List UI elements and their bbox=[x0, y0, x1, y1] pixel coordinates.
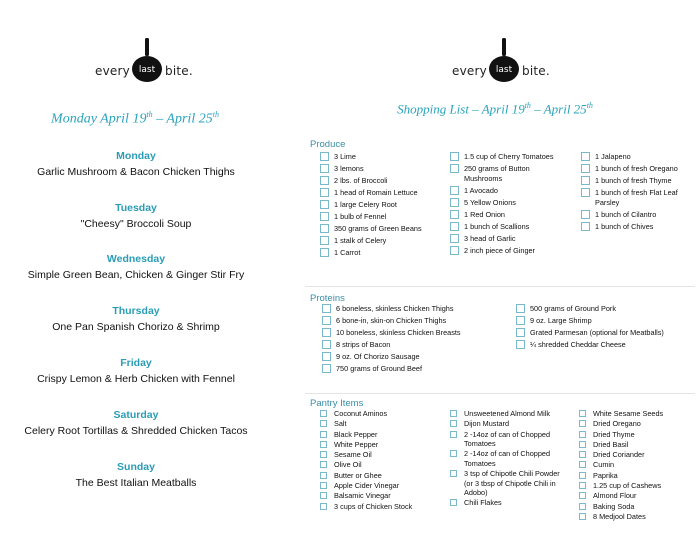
checkbox[interactable] bbox=[579, 503, 586, 510]
checkbox[interactable] bbox=[320, 188, 329, 197]
item-label: 1 Avocado bbox=[464, 185, 498, 195]
item-label: Dijon Mustard bbox=[464, 419, 510, 429]
day-name: Wednesday bbox=[106, 253, 166, 265]
item-label: 2 lbs. of Broccoli bbox=[334, 176, 388, 185]
item-label: 1 bunch of Scallions bbox=[464, 221, 530, 231]
checklist-item bbox=[320, 450, 438, 460]
checkbox[interactable] bbox=[320, 176, 329, 185]
checkbox[interactable] bbox=[320, 200, 329, 209]
item-label: 6 boneless, skinless Chicken Thighs bbox=[336, 304, 454, 313]
day-friday bbox=[0, 357, 272, 385]
week-title: Monday April 19th – April 25th bbox=[51, 110, 219, 127]
checkbox[interactable] bbox=[581, 210, 590, 219]
item-label: 1.25 cup of Cashews bbox=[593, 481, 662, 491]
checklist-item bbox=[579, 502, 695, 512]
checkbox[interactable] bbox=[320, 492, 327, 499]
checkbox[interactable] bbox=[322, 316, 331, 325]
item-label: Dried Thyme bbox=[593, 429, 635, 439]
checklist-item bbox=[322, 364, 507, 374]
checkbox[interactable] bbox=[579, 461, 586, 468]
produce-column-3 bbox=[581, 152, 695, 234]
checklist-item bbox=[450, 210, 562, 220]
day-tuesday bbox=[0, 202, 272, 230]
checkbox[interactable] bbox=[516, 304, 525, 313]
meal-name: Celery Root Tortillas & Shredded Chicken Tacos bbox=[24, 425, 248, 437]
item-label: 2 -14oz of can of Chopped Tomatoes bbox=[464, 429, 551, 449]
checkbox[interactable] bbox=[450, 234, 459, 243]
item-label: 1 large Celery Root bbox=[334, 200, 397, 209]
checklist-item bbox=[579, 512, 695, 522]
item-label: 1 head of Romain Lettuce bbox=[334, 188, 418, 197]
checklist-item bbox=[450, 409, 562, 419]
day-name: Thursday bbox=[112, 305, 160, 317]
item-label: Dried Oregano bbox=[593, 419, 641, 429]
checklist-item bbox=[450, 430, 562, 449]
checklist-item bbox=[579, 430, 695, 440]
checklist-item bbox=[322, 304, 507, 314]
checklist-item bbox=[320, 460, 438, 470]
item-label: 3 tsp of Chipotle Chili Powder (or 3 tbsp of Chipotle Chili in Adobo) bbox=[464, 469, 560, 498]
checkbox[interactable] bbox=[320, 472, 327, 479]
checklist-item bbox=[579, 440, 695, 450]
checklist-item bbox=[581, 188, 695, 207]
checklist-item bbox=[579, 419, 695, 429]
item-label: 1 Carrot bbox=[334, 248, 361, 257]
checklist-item bbox=[322, 316, 507, 326]
brand-word-every: every bbox=[452, 64, 487, 78]
brand-word-last: last bbox=[138, 65, 156, 75]
checkbox[interactable] bbox=[516, 328, 525, 337]
produce-heading: Produce bbox=[310, 139, 346, 150]
item-label: Black Pepper bbox=[334, 429, 378, 439]
checklist-item bbox=[450, 198, 562, 208]
checkbox[interactable] bbox=[320, 461, 327, 468]
checklist-item bbox=[322, 352, 507, 362]
checklist-item bbox=[581, 210, 695, 220]
checklist-item bbox=[320, 248, 438, 258]
checkbox[interactable] bbox=[450, 246, 459, 255]
checklist-item bbox=[450, 498, 562, 508]
section-divider bbox=[305, 286, 695, 287]
checkbox[interactable] bbox=[450, 222, 459, 231]
checkbox[interactable] bbox=[581, 152, 590, 161]
item-label: 1 bunch of fresh Oregano bbox=[595, 164, 678, 173]
checklist-item bbox=[581, 152, 695, 162]
item-label: Olive Oil bbox=[334, 460, 362, 470]
day-saturday bbox=[0, 409, 272, 437]
checklist-item bbox=[322, 328, 507, 338]
item-label: 3 Lime bbox=[334, 152, 356, 161]
checkbox[interactable] bbox=[320, 482, 327, 489]
checklist-item bbox=[320, 236, 438, 246]
checklist-item bbox=[320, 491, 438, 501]
checklist-item bbox=[516, 328, 696, 338]
day-name: Monday bbox=[116, 150, 156, 162]
day-monday bbox=[0, 150, 272, 178]
proteins-heading: Proteins bbox=[310, 293, 345, 304]
checkbox[interactable] bbox=[320, 451, 327, 458]
checkbox[interactable] bbox=[450, 431, 457, 438]
checkbox[interactable] bbox=[320, 410, 327, 417]
meal-name: One Pan Spanish Chorizo & Shrimp bbox=[52, 321, 220, 333]
brand-word-bite: bite. bbox=[165, 64, 193, 78]
checkbox[interactable] bbox=[322, 340, 331, 349]
checklist-item bbox=[320, 430, 438, 440]
checklist-item bbox=[579, 450, 695, 460]
checkbox[interactable] bbox=[450, 186, 459, 195]
item-label: 2 inch piece of Ginger bbox=[464, 245, 535, 255]
item-label: Dried Coriander bbox=[593, 450, 645, 460]
pantry-heading: Pantry Items bbox=[310, 398, 364, 409]
section-divider bbox=[305, 393, 695, 394]
checklist-item bbox=[320, 409, 438, 419]
item-label: Baking Soda bbox=[593, 501, 635, 511]
item-label: 3 cups of Chicken Stock bbox=[334, 501, 413, 511]
checklist-item bbox=[322, 340, 507, 350]
brand-word-every: every bbox=[95, 64, 130, 78]
checkbox[interactable] bbox=[450, 450, 457, 457]
checkbox[interactable] bbox=[320, 248, 329, 257]
item-label: 6 bone-in, skin-on Chicken Thighs bbox=[336, 316, 447, 325]
checkbox[interactable] bbox=[579, 420, 586, 427]
meal-name: Crispy Lemon & Herb Chicken with Fennel bbox=[37, 373, 235, 385]
item-label: 750 grams of Ground Beef bbox=[336, 364, 422, 373]
checklist-item bbox=[450, 449, 562, 468]
item-label: 9 oz. Of Chorizo Sausage bbox=[336, 352, 420, 361]
meal-name: Simple Green Bean, Chicken & Ginger Stir Fry bbox=[27, 269, 245, 281]
checklist-item bbox=[320, 188, 438, 198]
checkbox[interactable] bbox=[581, 222, 590, 231]
item-label: Coconut Aminos bbox=[334, 409, 388, 418]
item-label: 1 bunch of Chives bbox=[595, 221, 654, 231]
checklist-item bbox=[320, 176, 438, 186]
checklist-item bbox=[516, 340, 696, 350]
item-label: 1 stalk of Celery bbox=[334, 236, 387, 245]
checklist-item bbox=[450, 246, 562, 256]
checklist-item bbox=[579, 471, 695, 481]
checklist-item bbox=[320, 481, 438, 491]
item-label: 350 grams of Green Beans bbox=[334, 224, 422, 233]
checkbox[interactable] bbox=[322, 304, 331, 313]
item-label: 8 Medjool Dates bbox=[593, 511, 646, 521]
skillet-icon bbox=[131, 38, 163, 88]
day-name: Tuesday bbox=[115, 202, 157, 214]
item-label: Grated Parmesan (optional for Meatballs) bbox=[530, 328, 664, 337]
checklist-item bbox=[579, 481, 695, 491]
checkbox[interactable] bbox=[450, 198, 459, 207]
checklist-item bbox=[320, 212, 438, 222]
item-label: White Pepper bbox=[334, 439, 379, 449]
checkbox[interactable] bbox=[450, 420, 457, 427]
checkbox[interactable] bbox=[320, 152, 329, 161]
meal-name: "Cheesy" Broccoli Soup bbox=[80, 218, 192, 230]
day-sunday bbox=[0, 461, 272, 489]
brand-word-bite: bite. bbox=[522, 64, 550, 78]
item-label: Dried Basil bbox=[593, 439, 629, 449]
checklist-item bbox=[450, 164, 562, 183]
checkbox[interactable] bbox=[320, 420, 327, 427]
day-wednesday bbox=[0, 253, 272, 281]
checklist-item bbox=[450, 469, 562, 498]
produce-column-2 bbox=[450, 152, 562, 258]
checkbox[interactable] bbox=[322, 328, 331, 337]
checklist-item bbox=[450, 152, 562, 162]
checkbox[interactable] bbox=[450, 410, 457, 417]
item-label: 3 lemons bbox=[334, 164, 364, 173]
item-label: 1.5 cup of Cherry Tomatoes bbox=[464, 152, 554, 161]
item-label: 5 Yellow Onions bbox=[464, 197, 516, 207]
day-thursday bbox=[0, 305, 272, 333]
item-label: 3 head of Garlic bbox=[464, 233, 516, 243]
item-label: 8 strips of Bacon bbox=[336, 340, 391, 349]
proteins-column-2 bbox=[516, 304, 696, 352]
checkbox[interactable] bbox=[579, 410, 586, 417]
checkbox[interactable] bbox=[322, 352, 331, 361]
checkbox[interactable] bbox=[581, 164, 590, 173]
checkbox[interactable] bbox=[320, 224, 329, 233]
item-label: Unsweetened Almond Milk bbox=[464, 409, 550, 418]
item-label: 10 boneless, skinless Chicken Breasts bbox=[336, 328, 461, 337]
checkbox[interactable] bbox=[320, 212, 329, 221]
item-label: Almond Flour bbox=[593, 491, 637, 501]
checkbox[interactable] bbox=[579, 472, 586, 479]
checklist-item bbox=[450, 186, 562, 196]
checkbox[interactable] bbox=[450, 164, 459, 173]
brand-logo-left bbox=[95, 38, 195, 88]
checkbox[interactable] bbox=[450, 499, 457, 506]
checklist-item bbox=[450, 222, 562, 232]
item-label: Salt bbox=[334, 419, 347, 429]
checkbox[interactable] bbox=[320, 164, 329, 173]
checklist-item bbox=[579, 491, 695, 501]
item-label: Cumin bbox=[593, 460, 615, 470]
day-name: Sunday bbox=[117, 461, 155, 473]
checkbox[interactable] bbox=[322, 364, 331, 373]
checklist-item bbox=[581, 222, 695, 232]
checkbox[interactable] bbox=[320, 236, 329, 245]
produce-column-1 bbox=[320, 152, 438, 260]
checkbox[interactable] bbox=[579, 451, 586, 458]
checkbox[interactable] bbox=[450, 470, 457, 477]
checkbox[interactable] bbox=[581, 176, 590, 185]
checklist-item bbox=[450, 234, 562, 244]
pantry-column-2 bbox=[450, 409, 562, 509]
checklist-item bbox=[516, 316, 696, 326]
checklist-item bbox=[581, 176, 695, 186]
item-label: ¼ shredded Cheddar Cheese bbox=[530, 340, 626, 349]
checklist-item bbox=[579, 460, 695, 470]
item-label: Apple Cider Vinegar bbox=[334, 481, 400, 491]
checkbox[interactable] bbox=[579, 482, 586, 489]
checkbox[interactable] bbox=[579, 431, 586, 438]
skillet-icon bbox=[488, 38, 520, 88]
brand-word-last: last bbox=[495, 65, 513, 75]
checkbox[interactable] bbox=[450, 152, 459, 161]
item-label: 2 -14oz of can of Chopped Tomatoes bbox=[464, 449, 551, 468]
checklist-item bbox=[579, 409, 695, 419]
checklist-item bbox=[516, 304, 696, 314]
item-label: 250 grams of Button Mushrooms bbox=[464, 164, 530, 183]
checklist-item bbox=[450, 419, 562, 429]
checklist-item bbox=[320, 152, 438, 162]
item-label: Paprika bbox=[593, 470, 618, 480]
item-label: 1 Jalapeno bbox=[595, 152, 631, 161]
checklist-item bbox=[320, 471, 438, 481]
checkbox[interactable] bbox=[579, 492, 586, 499]
item-label: 1 bulb of Fennel bbox=[334, 212, 387, 221]
item-label: 9 oz. Large Shrimp bbox=[530, 316, 592, 325]
pantry-column-1 bbox=[320, 409, 438, 512]
checkbox[interactable] bbox=[450, 210, 459, 219]
checklist-item bbox=[320, 200, 438, 210]
item-label: 1 bunch of fresh Flat Leaf Parsley bbox=[595, 188, 678, 207]
day-name: Friday bbox=[120, 357, 152, 369]
day-name: Saturday bbox=[113, 409, 159, 421]
checklist-item bbox=[320, 440, 438, 450]
meal-name: Garlic Mushroom & Bacon Chicken Thighs bbox=[37, 166, 235, 178]
item-label: 1 bunch of fresh Thyme bbox=[595, 176, 672, 185]
checkbox[interactable] bbox=[579, 513, 586, 520]
item-label: Butter or Ghee bbox=[334, 470, 382, 480]
brand-logo-right bbox=[452, 38, 552, 88]
checkbox[interactable] bbox=[579, 441, 586, 448]
checkbox[interactable] bbox=[320, 431, 327, 438]
item-label: Chili Flakes bbox=[464, 498, 502, 508]
item-label: 500 grams of Ground Pork bbox=[530, 304, 616, 313]
meal-name: The Best Italian Meatballs bbox=[75, 477, 197, 489]
checklist-item bbox=[581, 164, 695, 174]
shopping-list-title: Shopping List – April 19th – April 25th bbox=[397, 101, 593, 117]
item-label: White Sesame Seeds bbox=[593, 409, 664, 418]
checklist-item bbox=[320, 164, 438, 174]
item-label: 1 Red Onion bbox=[464, 209, 505, 219]
item-label: 1 bunch of Cilantro bbox=[595, 209, 657, 219]
pantry-column-3 bbox=[579, 409, 695, 522]
checklist-item bbox=[320, 502, 438, 512]
checkbox[interactable] bbox=[516, 340, 525, 349]
item-label: Sesame Oil bbox=[334, 450, 372, 460]
proteins-column-1 bbox=[322, 304, 507, 376]
item-label: Balsamic Vinegar bbox=[334, 491, 391, 501]
checkbox[interactable] bbox=[320, 503, 327, 510]
checkbox[interactable] bbox=[581, 188, 590, 197]
checkbox[interactable] bbox=[320, 441, 327, 448]
checklist-item bbox=[320, 419, 438, 429]
checkbox[interactable] bbox=[516, 316, 525, 325]
checklist-item bbox=[320, 224, 438, 234]
